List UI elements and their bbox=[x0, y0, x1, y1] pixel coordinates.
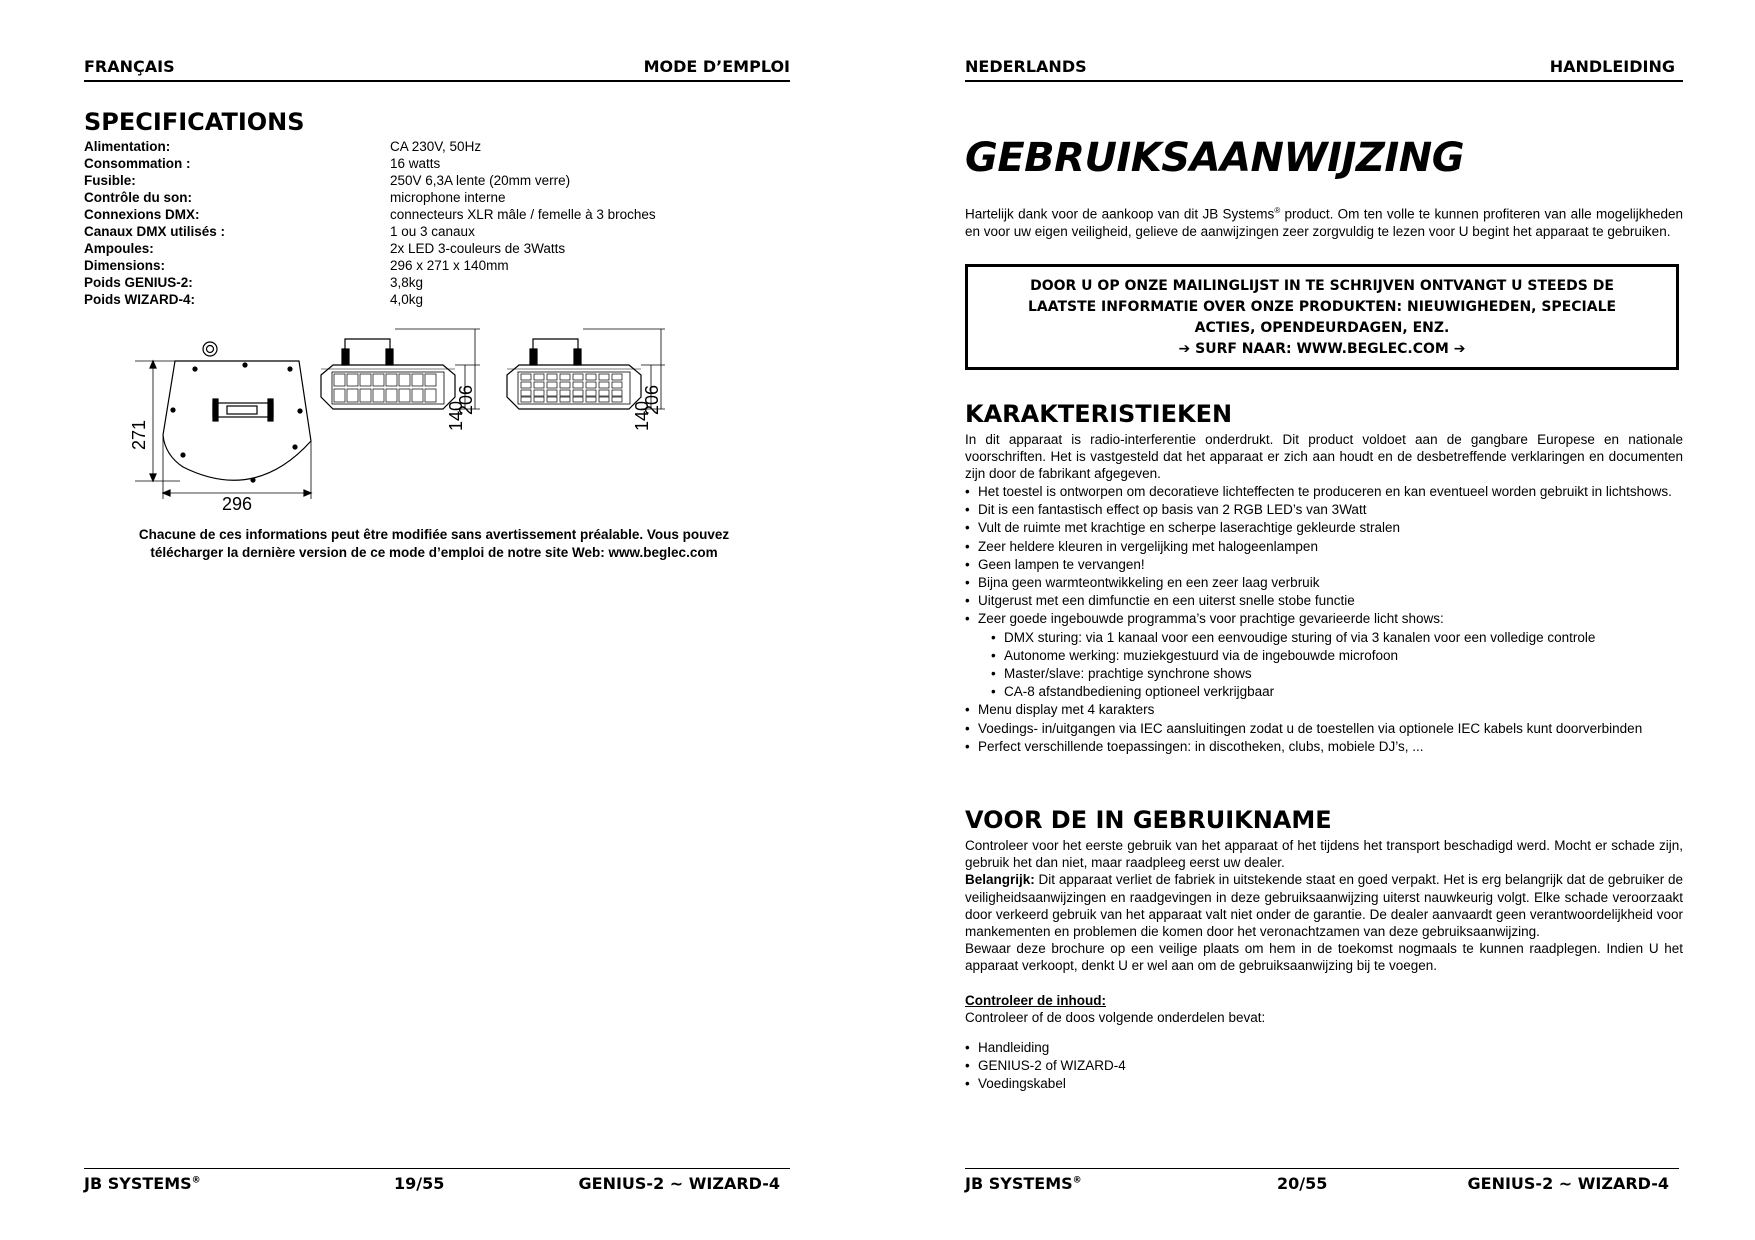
dim-total-label: 206 bbox=[642, 384, 662, 415]
intro-text: Hartelijk dank voor de aankoop van dit JB Systems bbox=[965, 206, 1275, 222]
list-item: • Uitgerust met een dimfunctie en een uiterst snelle stobe functie bbox=[965, 592, 1683, 610]
spacer bbox=[965, 975, 1683, 992]
list-item: • Het toestel is ontworpen om decoratieve lichteffecten te produceren en kan eventueel worden gebruikt in lichtshows. bbox=[965, 483, 1683, 501]
list-item: • Perfect verschillende toepassingen: in discotheken, clubs, mobiele DJ’s, ... bbox=[965, 738, 1683, 756]
page-footer bbox=[965, 1168, 1679, 1194]
list-item: • Dit is een fantastisch effect op basis van 2 RGB LED’s van 3Watt bbox=[965, 501, 1683, 519]
footer-brand-text: JB SYSTEMS bbox=[965, 1174, 1073, 1193]
disclaimer bbox=[84, 526, 784, 561]
page-header bbox=[84, 55, 790, 82]
page-right bbox=[877, 0, 1755, 1240]
mailing-line: LAATSTE INFORMATIE OVER ONZE PRODUKTEN: NIEUWIGHEDEN, SPECIALE bbox=[1027, 299, 1617, 315]
spec-value: CA 230V, 50Hz bbox=[390, 139, 482, 154]
spec-row bbox=[84, 172, 784, 189]
list-item: • Zeer goede ingebouwde programma’s voor prachtige gevarieerde licht shows: bbox=[965, 610, 1683, 628]
spec-label: Dimensions: bbox=[84, 258, 166, 273]
spec-row bbox=[84, 240, 784, 257]
spec-row bbox=[84, 291, 784, 308]
page-header bbox=[965, 55, 1683, 82]
intro-text: product. Om ten volle te kunnen profiteren van alle mogelijkheden en voor uw eigen veiligheid, gelieve de aanwijzingen zeer zorgvuldig te lezen voor U begint het apparaat te gebruiken. bbox=[965, 206, 1684, 239]
spec-value: 296 x 271 x 140mm bbox=[390, 258, 509, 273]
page-left bbox=[0, 0, 877, 1240]
intro-paragraph bbox=[965, 202, 1683, 240]
list-item: • Zeer heldere kleuren in vergelijking met halogeenlampen bbox=[965, 538, 1683, 556]
list-item: • Geen lampen te vervangen! bbox=[965, 556, 1683, 574]
spec-row bbox=[84, 206, 784, 223]
page-footer bbox=[84, 1168, 790, 1194]
dim-height-label: 271 bbox=[129, 419, 149, 451]
list-item: • GENIUS-2 of WIZARD-4 bbox=[965, 1057, 1683, 1075]
karakteristieken-intro: In dit apparaat is radio-interferentie onderdrukt. Dit product voldoet aan de gangbare Europese en nationale voorschriften. Het is vastgesteld dat het apparaat er zich aan houdt en de desbetreffende verklaringen en documenten zijn door de fabrikant afgegeven. bbox=[965, 432, 1683, 482]
list-subitem: • Master/slave: prachtige synchrone shows bbox=[965, 665, 1683, 683]
spec-label: Ampoules: bbox=[84, 241, 154, 256]
spec-row bbox=[84, 274, 784, 291]
registered-mark: ® bbox=[1274, 206, 1281, 215]
spec-label: Poids WIZARD-4: bbox=[84, 292, 195, 307]
spec-value: 2x LED 3-couleurs de 3Watts bbox=[390, 241, 566, 256]
spec-label: Canaux DMX utilisés : bbox=[84, 224, 226, 239]
footer-brand bbox=[965, 1174, 1082, 1193]
spec-row bbox=[84, 257, 784, 274]
list-subitem: • DMX sturing: via 1 kanaal voor een eenvoudige sturing of via 3 kanalen voor een volledige controle bbox=[965, 629, 1683, 647]
spec-row bbox=[84, 223, 784, 240]
inhoud-intro: Controleer of de doos volgende onderdelen bevat: bbox=[965, 1009, 1266, 1025]
spec-value: 4,0kg bbox=[390, 292, 424, 307]
front-view bbox=[135, 342, 311, 499]
specifications-title: SPECIFICATIONS bbox=[84, 108, 305, 136]
spec-value: microphone interne bbox=[390, 190, 506, 205]
footer-model: GENIUS-2 ~ WIZARD-4 bbox=[1467, 1174, 1669, 1193]
header-language: FRANÇAIS bbox=[84, 57, 175, 76]
voor-gebruik-p2 bbox=[965, 871, 1683, 940]
list-subitem: • CA-8 afstandbediening optioneel verkrijgbaar bbox=[965, 683, 1683, 701]
disclaimer-line: Chacune de ces informations peut être modifiée sans avertissement préalable. Vous pouvez bbox=[138, 527, 730, 542]
spec-label: Alimentation: bbox=[84, 139, 171, 154]
header-section: HANDLEIDING bbox=[1549, 57, 1675, 76]
header-language: NEDERLANDS bbox=[965, 57, 1087, 76]
dim-depth-label: 140 bbox=[446, 400, 466, 431]
list-item: • Vult de ruimte met krachtige en scherpe laserachtige gekleurde stralen bbox=[965, 519, 1683, 537]
contents-list bbox=[965, 1039, 1683, 1093]
disclaimer-line: télécharger la dernière version de ce mode d’emploi de notre site Web: www.beglec.com bbox=[150, 544, 718, 560]
footer-page-number: 19/55 bbox=[394, 1174, 445, 1193]
spec-label: Fusible: bbox=[84, 173, 136, 188]
list-item: • Voedingskabel bbox=[965, 1075, 1683, 1093]
spec-label: Connexions DMX: bbox=[84, 207, 200, 222]
spec-label: Consommation : bbox=[84, 156, 191, 171]
spec-row bbox=[84, 138, 784, 155]
mailing-surf-link: ➔ SURF NAAR: WWW.BEGLEC.COM ➔ bbox=[1178, 341, 1466, 357]
karakteristieken-title: KARAKTERISTIEKEN bbox=[965, 400, 1233, 428]
voor-gebruik-body bbox=[965, 837, 1683, 1026]
voor-gebruik-title: VOOR DE IN GEBRUIKNAME bbox=[965, 806, 1332, 834]
important-label: Belangrijk: bbox=[965, 872, 1035, 888]
spec-label: Contrôle du son: bbox=[84, 190, 192, 205]
footer-brand bbox=[84, 1174, 201, 1193]
dimension-drawing bbox=[129, 335, 755, 515]
spec-value: 3,8kg bbox=[390, 275, 424, 290]
footer-model: GENIUS-2 ~ WIZARD-4 bbox=[578, 1174, 780, 1193]
spec-label: Poids GENIUS-2: bbox=[84, 275, 193, 290]
spec-value: 1 ou 3 canaux bbox=[390, 224, 475, 239]
spec-row bbox=[84, 155, 784, 172]
mailing-list-box bbox=[965, 264, 1679, 370]
registered-mark: ® bbox=[1072, 1175, 1082, 1186]
feature-list bbox=[965, 483, 1683, 756]
list-item: • Bijna geen warmteontwikkeling en een zeer laag verbruik bbox=[965, 574, 1683, 592]
spec-value: 16 watts bbox=[390, 156, 441, 171]
list-item: • Menu display met 4 karakters bbox=[965, 701, 1683, 719]
mailing-line: ACTIES, OPENDEURDAGEN, ENZ. bbox=[1194, 320, 1450, 336]
list-subitem: • Autonome werking: muziekgestuurd via de ingebouwde microfoon bbox=[965, 647, 1683, 665]
voor-gebruik-p1: Controleer voor het eerste gebruik van het apparaat of het tijdens het transport beschadigd werd. Mocht er schade zijn, gebruik het dan niet, maar raadpleeg eerst uw dealer. bbox=[965, 838, 1683, 871]
dim-depth-label: 140 bbox=[632, 400, 652, 431]
spec-row bbox=[84, 189, 784, 206]
registered-mark: ® bbox=[191, 1175, 201, 1186]
spec-value: connecteurs XLR mâle / femelle à 3 broches bbox=[390, 207, 656, 222]
footer-page-number: 20/55 bbox=[1277, 1174, 1328, 1193]
header-section: MODE D’EMPLOI bbox=[643, 57, 790, 76]
dim-width-label: 296 bbox=[221, 494, 253, 514]
voor-gebruik-p3: Bewaar deze brochure op een veilige plaats om hem in de toekomst nogmaals te kunnen raadplegen. Indien U het apparaat verkoopt, denkt U er wel aan om de gebruiksaanwijzing bij te voegen. bbox=[965, 941, 1683, 974]
list-item: • Voedings- in/uitgangen via IEC aansluitingen zodat u de toestellen via optionele IEC kabels kunt doorverbinden bbox=[965, 720, 1683, 738]
footer-brand-text: JB SYSTEMS bbox=[84, 1174, 192, 1193]
document-title: GEBRUIKSAANWIJZING bbox=[965, 135, 1465, 181]
spec-value: 250V 6,3A lente (20mm verre) bbox=[390, 173, 571, 188]
inhoud-label: Controleer de inhoud: bbox=[965, 992, 1106, 1008]
dim-total-label: 206 bbox=[456, 384, 476, 415]
mailing-line: DOOR U OP ONZE MAILINGLIJST IN TE SCHRIJVEN ONTVANGT U STEEDS DE bbox=[1030, 278, 1614, 294]
important-text: Dit apparaat verliet de fabriek in uitstekende staat en goed verpakt. Het is erg belangrijk dat de gebruiker de veiligheidsaanwijzingen en raadgevingen in deze gebruiksaanwijzing uiterst nauwkeurig volgt. Elke schade veroorzaakt door verkeerd gebruik van het apparaat valt niet onder de garantie. De dealer aanvaardt geen verantwoordelijkheid voor mankementen en problemen die komen door het veronachtzamen van deze gebruiksaanwijzing. bbox=[965, 872, 1683, 940]
list-item: • Handleiding bbox=[965, 1039, 1683, 1057]
